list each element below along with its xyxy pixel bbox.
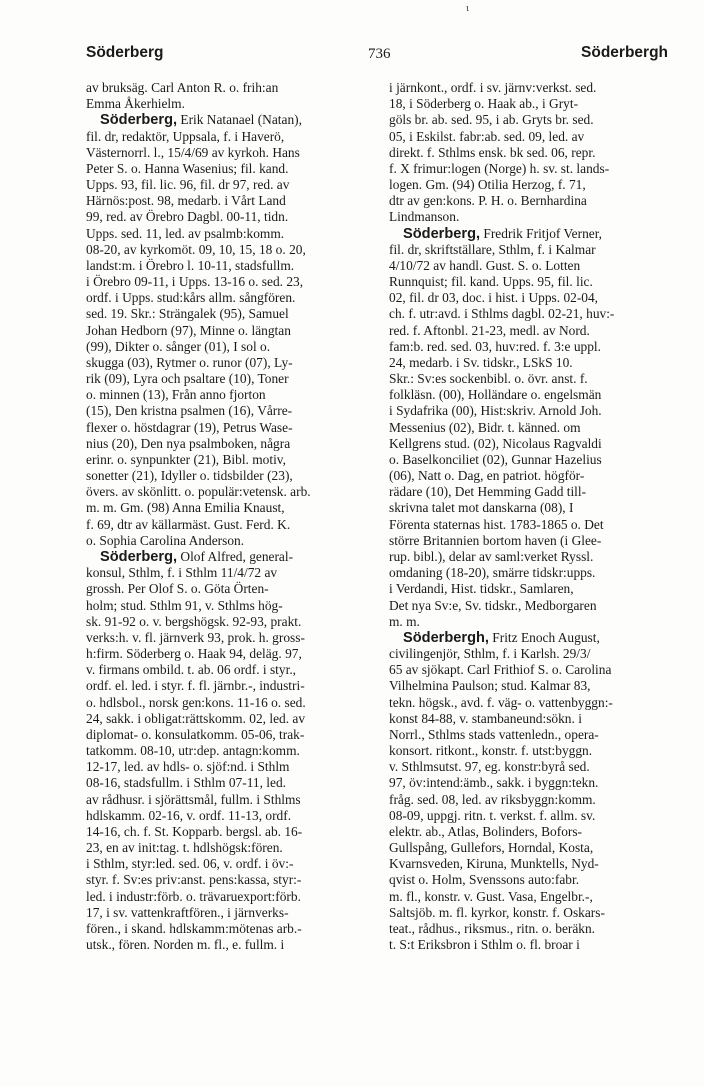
right-text-line: logen. Gm. (94) Otilia Herzog, f. 71, xyxy=(389,177,586,193)
right-text-line: Vilhelmina Paulson; stud. Kalmar 83, xyxy=(389,678,591,694)
right-text-line: Messenius (02), Bidr. t. känned. om xyxy=(389,419,581,435)
left-text-line: Härnös:post. 98, medarb. i Vårt Land xyxy=(86,193,286,209)
entry-headline-rest: Fritz Enoch August, xyxy=(488,629,600,645)
right-text-line: Kellgrens stud. (02), Nicolaus Ragvaldi xyxy=(389,435,602,451)
right-text-line: fam:b. red. sed. 03, huv:red. f. 3:e uppl. xyxy=(389,338,601,354)
right-column xyxy=(389,80,673,953)
left-text-line: sonetter (21), Idyller o. tidsbilder (23), xyxy=(86,468,293,484)
right-text-line: (06), Natt o. Dag, en patriot. högför- xyxy=(389,468,585,484)
right-text-line: t. S:t Eriksbron i Sthlm o. fl. broar i xyxy=(389,937,580,953)
left-text-line: i Örebro 09-11, i Upps. 13-16 o. sed. 23, xyxy=(86,274,304,290)
left-text-line: Emma Åkerhielm. xyxy=(86,96,185,112)
left-text-line: diplomat- o. konsulatkomm. 05-06, trak- xyxy=(86,726,305,742)
right-text-line: i Sydafrika (00), Hist:skriv. Arnold Joh. xyxy=(389,403,602,419)
right-text-line: rädare (10), Det Hemming Gadd till- xyxy=(389,484,587,500)
left-text-line: m. m. Gm. (98) Anna Emilia Knaust, xyxy=(86,500,285,516)
right-text-line: 05, i Eskilst. fabr:ab. sed. 09, led. av xyxy=(389,128,585,144)
left-text-line: (15), Den kristna psalmen (16), Vårre- xyxy=(86,403,293,419)
left-text-line: o. Sophia Carolina Anderson. xyxy=(86,532,245,548)
right-text-line: civilingenjör, Sthlm, f. i Karlsh. 29/3/ xyxy=(389,646,591,662)
left-text-line: landst:m. i Örebro l. 10-11, stadsfullm. xyxy=(86,257,295,273)
page-mark: ι xyxy=(466,2,469,14)
right-text-line: qvist o. Holm, Svenssons auto:fabr. xyxy=(389,872,580,888)
right-text-line: Norrl., Sthlms stads vattenledn., opera- xyxy=(389,726,599,742)
left-text-line: grossh. Per Olof S. o. Göta Örten- xyxy=(86,581,269,597)
entry-surname: Söderbergh, xyxy=(403,629,489,646)
entry-surname: Söderberg, xyxy=(100,112,178,129)
left-text-line: övers. av skönlitt. o. populär:vetensk. arb. xyxy=(86,484,311,500)
header-left-word: Söderberg xyxy=(86,44,164,61)
left-column xyxy=(86,80,370,953)
page-number: 736 xyxy=(368,46,391,62)
right-text-line: fil. dr, skriftställare, Sthlm, f. i Kalmar xyxy=(389,241,596,257)
left-text-line: 23, en av init:tag. t. hdlshögsk:fören. xyxy=(86,840,283,856)
right-text-line: skrivna talet mot danskarna (08), I xyxy=(389,500,574,516)
left-text-line: Peter S. o. Hanna Wasenius; fil. kand. xyxy=(86,160,289,176)
right-text-line: 24, medarb. i Sv. tidskr., LSkS 10. xyxy=(389,354,573,370)
left-text-line: 08-16, stadsfullm. i Sthlm 07-11, led. xyxy=(86,775,286,791)
left-text-line: ordf. el. led. i styr. f. fl. järnbr.-, industri- xyxy=(86,678,305,694)
right-text-line: 08-09, uppgj. ritn. t. verkst. f. allm. sv. xyxy=(389,807,596,823)
left-entry-headline xyxy=(86,112,370,128)
left-text-line: Upps. 93, fil. lic. 96, fil. dr 97, red. av xyxy=(86,177,290,193)
entry-headline-rest: Olof Alfred, general- xyxy=(177,548,294,564)
right-text-line: fråg. sed. 08, led. av riksbyggn:komm. xyxy=(389,791,596,807)
right-text-line: 97, öv:intend:ämb., sakk. i byggn:tekn. xyxy=(389,775,599,791)
right-text-line: m. m. xyxy=(389,613,420,629)
running-header xyxy=(86,44,670,66)
right-text-line: 18, i Söderberg o. Haak ab., i Gryt- xyxy=(389,96,579,112)
right-text-line: i järnkont., ordf. i sv. järnv:verkst. sed. xyxy=(389,80,597,95)
right-text-line: göls br. ab. sed. 95, i ab. Gryts br. sed. xyxy=(389,112,594,128)
right-text-line: folkläsn. (00), Holländare o. engelsmän xyxy=(389,387,602,403)
left-text-line: fören., i skand. hdlskamm:mötenas arb.- xyxy=(86,920,302,936)
right-text-line: rup. bibl.), delar av saml:verket Ryssl. xyxy=(389,548,594,564)
right-text-line: o. Baselkonciliet (02), Gunnar Hazelius xyxy=(389,451,602,467)
left-text-line: av bruksäg. Carl Anton R. o. frih:an xyxy=(86,80,279,95)
left-text-line: f. 69, dtr av källarmäst. Gust. Ferd. K. xyxy=(86,516,291,532)
right-text-line: Kvarnsveden, Kiruna, Munktells, Nyd- xyxy=(389,856,599,872)
entry-surname: Söderberg, xyxy=(403,225,481,242)
right-text-line: dtr av gen:kons. P. H. o. Bernhardina xyxy=(389,193,587,209)
left-text-line: 99, red. av Örebro Dagbl. 00-11, tidn. xyxy=(86,209,289,225)
left-text-line: i Sthlm, styr:led. sed. 06, v. ordf. i öv:- xyxy=(86,856,294,872)
left-text-line: led. i industr:förb. o. trävaruexport:förb. xyxy=(86,888,301,904)
right-text-line: teat., rådhus., riksmus., ritn. o. beräkn. xyxy=(389,920,596,936)
left-text-line: konsul, Sthlm, f. i Sthlm 11/4/72 av xyxy=(86,565,278,581)
left-text-line: Västernorrl. l., 15/4/69 av kyrkoh. Hans xyxy=(86,144,300,160)
left-text-line: av rådhusr. i sjörättsmål, fullm. i Sthlms xyxy=(86,791,301,807)
right-text-line: direkt. f. Sthlms ensk. bk sed. 06, repr. xyxy=(389,144,596,160)
left-text-line: styr. f. Sv:es priv:anst. pens:kassa, styr:- xyxy=(86,872,302,888)
right-text-line: Skr.: Sv:es sockenbibl. o. övr. anst. f. xyxy=(389,371,588,387)
right-text-line: Runnquist; fil. kand. Upps. 95, fil. lic. xyxy=(389,274,593,290)
right-text-line: Saltsjöb. m. fl. kyrkor, konstr. f. Oskars- xyxy=(389,904,605,920)
right-text-line: i Verdandi, Hist. tidskr., Samlaren, xyxy=(389,581,574,597)
right-text-line: tekn. högsk., avd. f. väg- o. vattenbyggn:- xyxy=(389,694,613,710)
right-text-line: Förenta staternas hist. 1783-1865 o. Det xyxy=(389,516,604,532)
left-text-line: erinr. o. synpunkter (21), Bibl. motiv, xyxy=(86,451,286,467)
left-text-line: Johan Hedborn (97), Minne o. längtan xyxy=(86,322,291,338)
left-text-line: 14-16, ch. f. St. Kopparb. bergsl. ab. 16- xyxy=(86,823,303,839)
left-text-line: 17, i sv. vattenkraftfören., i järnverks- xyxy=(86,904,289,920)
right-text-line: konsort. ritkont., konstr. f. utst:byggn. xyxy=(389,743,593,759)
right-text-line: ch. f. utr:avd. i Sthlms dagbl. 02-21, huv:- xyxy=(389,306,615,322)
right-text-line: större Britannien bortom haven (i Glee- xyxy=(389,532,602,548)
left-text-line: tatkomm. 08-10, utr:dep. antagn:komm. xyxy=(86,743,300,759)
left-text-line: 24, sakk. i obligat:rättskomm. 02, led. av xyxy=(86,710,306,726)
right-text-line: v. Sthlmsutst. 97, eg. konstr:byrå sed. xyxy=(389,759,590,775)
right-text-line: f. X frimur:logen (Norge) h. sv. st. lands- xyxy=(389,160,610,176)
entry-headline-rest: Fredrik Fritjof Verner, xyxy=(480,225,602,241)
left-text-line: holm; stud. Sthlm 91, v. Sthlms hög- xyxy=(86,597,283,613)
left-text-line: v. firmans ombild. t. ab. 06 ordf. i styr., xyxy=(86,662,297,678)
right-text-line: konst 84-88, v. stambaneund:sökn. i xyxy=(389,710,582,726)
right-text-line: Det nya Sv:e, Sv. tidskr., Medborgaren xyxy=(389,597,597,613)
left-text-line: h:firm. Söderberg o. Haak 94, deläg. 97, xyxy=(86,646,302,662)
right-text-line: red. f. Aftonbl. 21-23, medl. av Nord. xyxy=(389,322,590,338)
entry-headline-rest: Erik Natanael (Natan), xyxy=(177,112,302,128)
left-text-line: fil. dr, redaktör, Uppsala, f. i Haverö, xyxy=(86,128,285,144)
right-text-line: 02, fil. dr 03, doc. i hist. i Upps. 02-04, xyxy=(389,290,599,306)
left-text-line: (99), Dikter o. sånger (01), I sol o. xyxy=(86,338,271,354)
left-text-line: o. minnen (13), Från anno fjorton xyxy=(86,387,266,403)
left-text-line: hdlskamm. 02-16, v. ordf. 11-13, ordf. xyxy=(86,807,292,823)
left-text-line: 12-17, led. av hdls- o. sjöf:nd. i Sthlm xyxy=(86,759,290,775)
left-text-line: nius (20), Den nya psalmboken, några xyxy=(86,435,291,451)
left-text-line: ordf. i Upps. stud:kårs allm. sångfören. xyxy=(86,290,296,306)
right-text-line: m. fl., konstr. v. Gust. Vasa, Engelbr.-, xyxy=(389,888,593,904)
right-entry-headline xyxy=(389,226,673,242)
left-text-line: sed. 19. Skr.: Strängalek (95), Samuel xyxy=(86,306,289,322)
right-text-line: Gullspång, Gullefors, Horndal, Kosta, xyxy=(389,840,594,856)
left-entry-headline xyxy=(86,549,370,565)
entry-surname: Söderberg, xyxy=(100,548,178,565)
right-text-line: 4/10/72 av handl. Gust. S. o. Lotten xyxy=(389,257,581,273)
right-text-line: 65 av sjökapt. Carl Frithiof S. o. Carolina xyxy=(389,662,612,678)
right-text-line: omdaning (18-20), smärre tidskr:upps. xyxy=(389,565,596,581)
header-right-word: Söderbergh xyxy=(581,44,668,61)
left-text-line: utsk., fören. Norden m. fl., e. fullm. i xyxy=(86,937,285,953)
right-entry-headline xyxy=(389,630,673,646)
left-text-line: flexer o. höstdagrar (19), Petrus Wase- xyxy=(86,419,293,435)
left-text-line: verks:h. v. fl. järnverk 93, prok. h. gross- xyxy=(86,629,305,645)
left-text-line: rik (09), Lyra och psaltare (10), Toner xyxy=(86,371,289,387)
left-text-line: 08-20, av kyrkomöt. 09, 10, 15, 18 o. 20, xyxy=(86,241,306,257)
left-text-line: skugga (03), Rytmer o. runor (07), Ly- xyxy=(86,354,293,370)
left-text-line: Upps. sed. 11, led. av psalmb:komm. xyxy=(86,225,285,241)
left-text-line: o. hdlsbol., norsk gen:kons. 11-16 o. sed. xyxy=(86,694,306,710)
right-text-line: Lindmanson. xyxy=(389,209,460,225)
right-text-line: elektr. ab., Atlas, Bolinders, Bofors- xyxy=(389,823,583,839)
left-text-line: sk. 91-92 o. v. bergshögsk. 92-93, prakt. xyxy=(86,613,302,629)
